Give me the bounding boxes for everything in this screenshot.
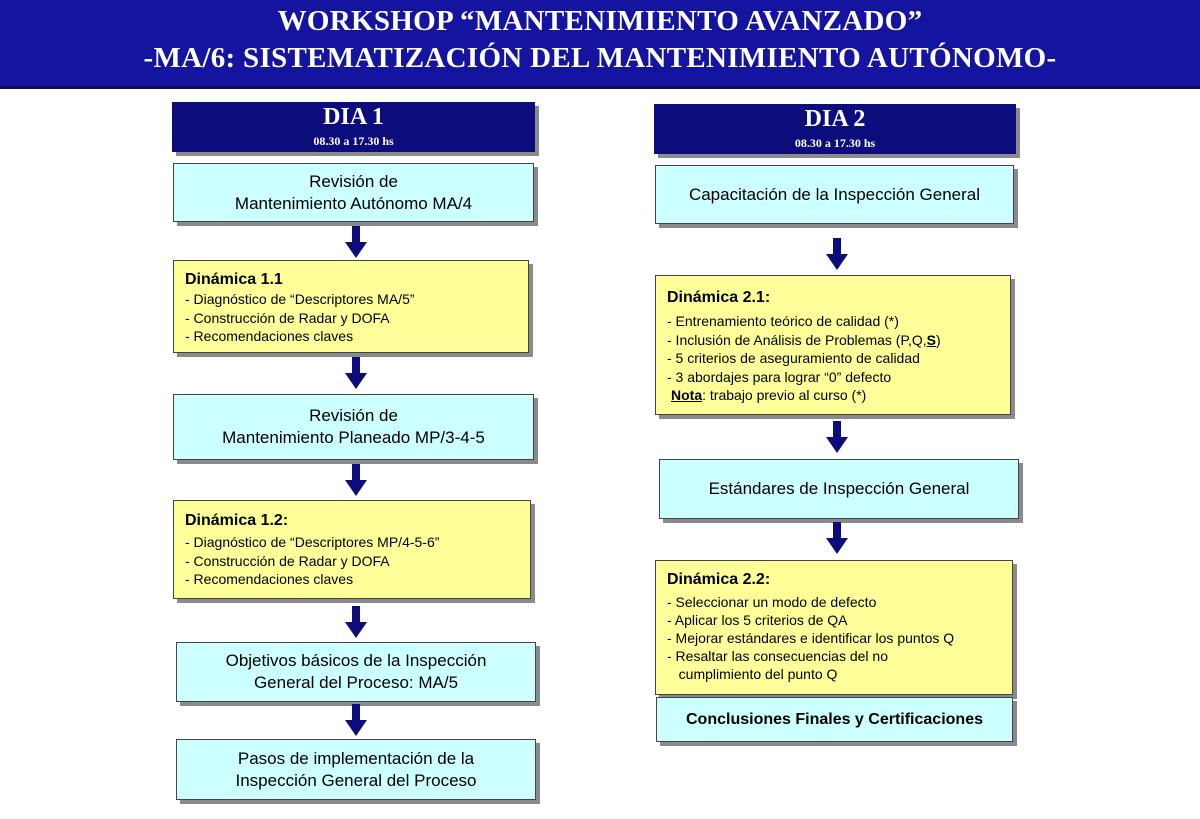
arrow-down-icon xyxy=(826,522,848,556)
dynamic-2-1-item-close: ) xyxy=(936,331,941,348)
day2-time: 08.30 a 17.30 hs xyxy=(794,136,876,150)
dynamic-1-1-item: - Diagnóstico de “Descriptores MA/5” xyxy=(185,291,415,307)
day1-objectives-box xyxy=(176,642,536,702)
arrow-down-icon xyxy=(345,464,367,498)
day2-conclusion-label: Conclusiones Finales y Certificaciones xyxy=(686,710,983,728)
day1-review-mp-line1: Revisión de xyxy=(309,406,398,425)
dynamic-1-2-item: - Construcción de Radar y DOFA xyxy=(185,552,390,569)
note-label: Nota xyxy=(671,387,703,403)
day2-conclusion-box xyxy=(656,697,1013,742)
dynamic-2-1-note xyxy=(667,386,1010,405)
day2-standards-box xyxy=(659,459,1019,519)
day1-review-mp-line2: Mantenimiento Planeado MP/3-4-5 xyxy=(222,428,485,447)
day1-review-ma4-line1: Revisión de xyxy=(309,171,398,191)
arrow-down-icon xyxy=(826,238,848,272)
dynamic-2-1-item xyxy=(667,331,1010,350)
dynamic-1-1-item: - Construcción de Radar y DOFA xyxy=(185,309,390,326)
header-title: WORKSHOP “MANTENIMIENTO AVANZADO” xyxy=(277,5,923,37)
dynamic-2-2-item: - Aplicar los 5 criterios de QA xyxy=(667,612,848,628)
arrow-down-icon xyxy=(345,704,367,738)
dynamic-1-1-item: - Recomendaciones claves xyxy=(185,328,354,344)
day1-time: 08.30 a 17.30 hs xyxy=(313,134,394,148)
dynamic-1-1-title: Dinámica 1.1 xyxy=(185,271,283,288)
day2-title: DIA 2 xyxy=(804,106,866,132)
day2-dynamic-2-2 xyxy=(655,560,1013,695)
day1-review-mp-box xyxy=(173,394,534,460)
day1-dynamic-1-1 xyxy=(173,260,529,353)
dynamic-2-1-item: - 3 abordajes para lograr “0” defecto xyxy=(667,368,892,385)
dynamic-2-1-item: - Entrenamiento teórico de calidad (*) xyxy=(667,313,899,329)
dynamic-2-2-item: - Mejorar estándares e identificar los puntos Q xyxy=(667,630,955,646)
arrow-down-icon xyxy=(345,357,367,391)
dynamic-1-2-item: - Recomendaciones claves xyxy=(185,571,354,587)
dynamic-2-1-item-text: - Inclusión de Análisis de Problemas (P,Q, xyxy=(667,331,927,348)
arrow-down-icon xyxy=(826,421,848,455)
day1-steps-line2: Inspección General del Proceso xyxy=(235,770,477,790)
day1-steps-box xyxy=(176,739,536,800)
day2-training-label: Capacitación de la Inspección General xyxy=(688,184,981,204)
note-text: : trabajo previo al curso (*) xyxy=(702,387,867,403)
dynamic-1-2-item: - Diagnóstico de “Descriptores MP/4-5-6” xyxy=(185,534,440,550)
page-header xyxy=(0,0,1200,89)
day2-dynamic-2-1 xyxy=(655,275,1011,415)
day2-training-box xyxy=(655,165,1014,224)
dynamic-2-2-item: cumplimiento del punto Q xyxy=(667,666,838,682)
dynamic-2-1-item: - 5 criterios de aseguramiento de calidad xyxy=(667,350,920,366)
day1-dynamic-1-2 xyxy=(173,500,531,599)
dynamic-2-2-title: Dinámica 2.2: xyxy=(667,571,771,588)
arrow-down-icon xyxy=(345,606,367,640)
day1-review-ma4-line2: Mantenimiento Autónomo MA/4 xyxy=(234,193,473,213)
dynamic-2-1-title: Dinámica 2.1: xyxy=(667,289,771,306)
dynamic-2-2-item: - Resaltar las consecuencias del no xyxy=(667,648,889,664)
day1-header xyxy=(172,102,535,152)
day2-header xyxy=(654,104,1016,154)
header-subtitle: -MA/6: SISTEMATIZACIÓN DEL MANTENIMIENTO AUTÓNOMO- xyxy=(143,42,1057,74)
day1-steps-line1: Pasos de implementación de la xyxy=(237,748,475,768)
day1-review-ma4-box xyxy=(173,163,534,222)
arrow-down-icon xyxy=(345,226,367,260)
dynamic-1-2-title: Dinámica 1.2: xyxy=(185,512,289,529)
day1-objectives-line1: Objetivos básicos de la Inspección xyxy=(225,651,487,670)
day1-objectives-line2: General del Proceso: MA/5 xyxy=(253,673,459,692)
day2-standards-label: Estándares de Inspección General xyxy=(708,479,970,498)
day1-title: DIA 1 xyxy=(323,104,384,130)
dynamic-2-2-item: - Seleccionar un modo de defecto xyxy=(667,594,877,610)
dynamic-2-1-item-s: S xyxy=(926,331,936,348)
